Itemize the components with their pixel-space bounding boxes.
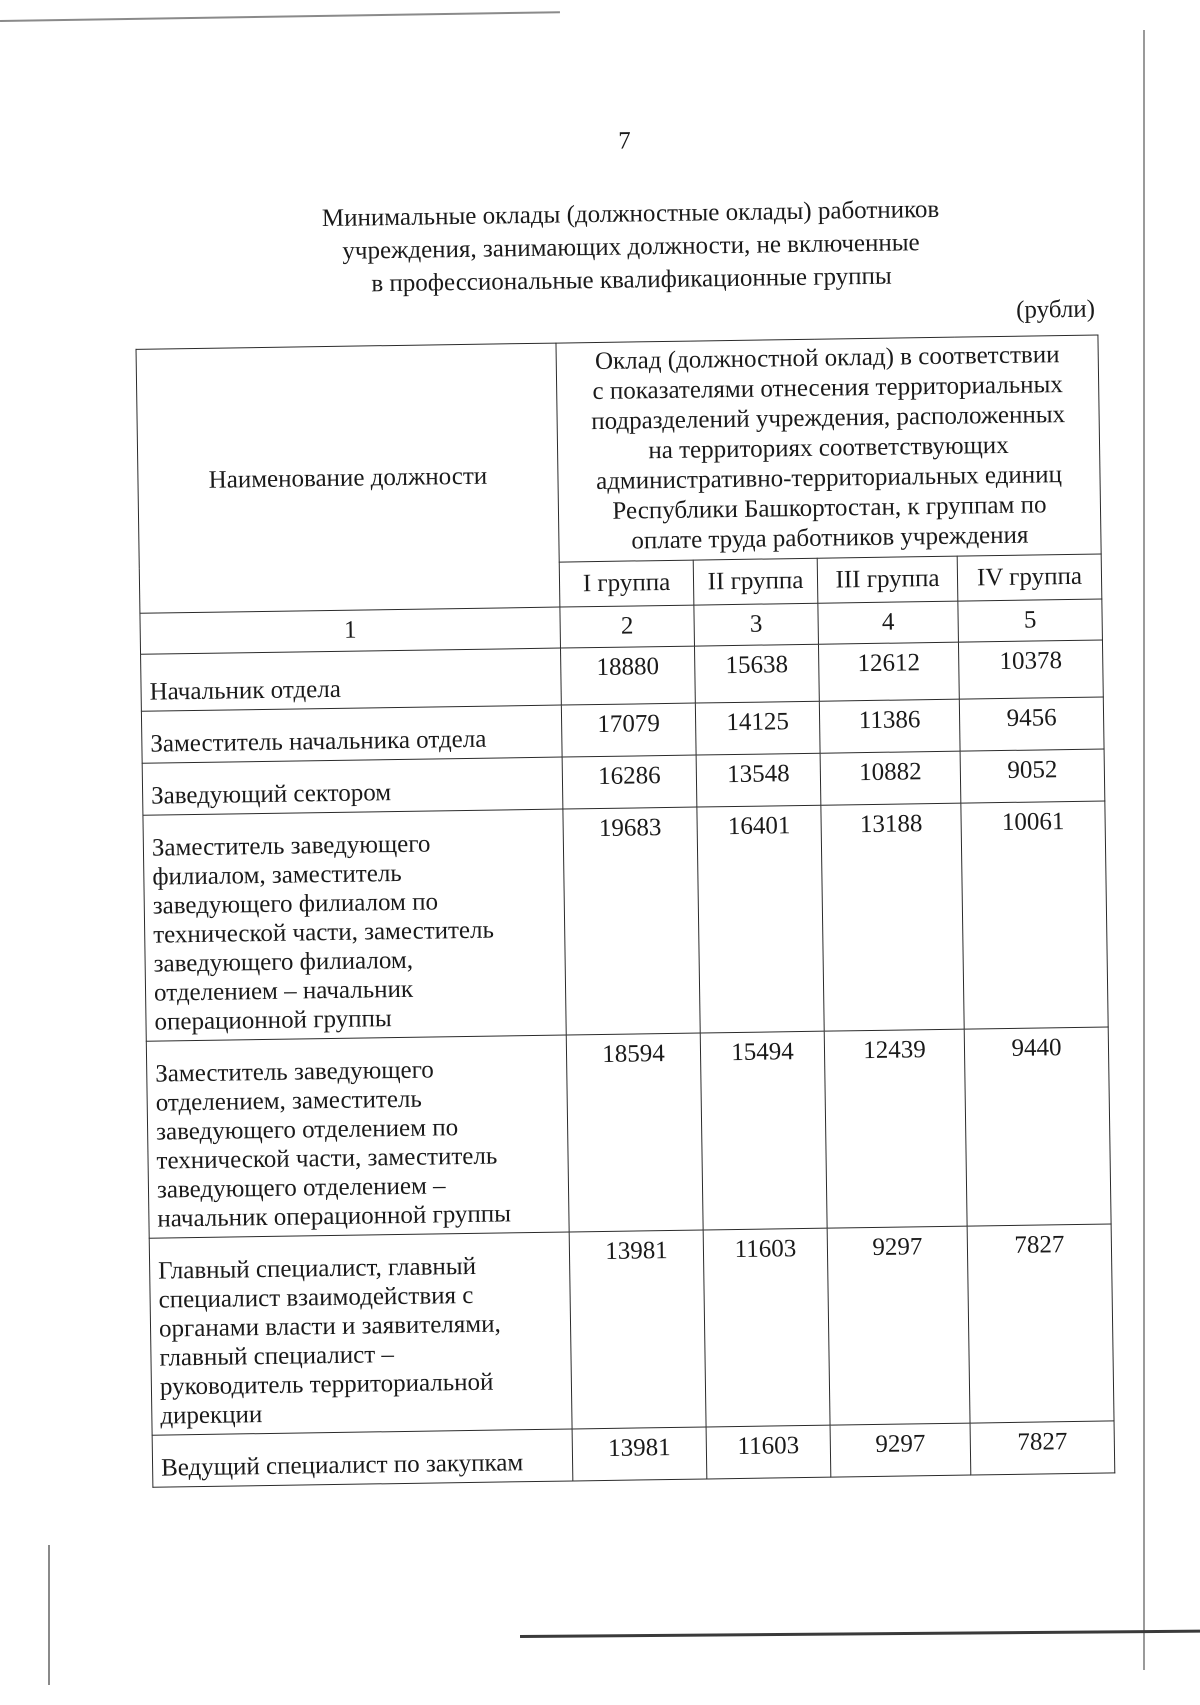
salary-cell: 11603: [703, 1228, 830, 1427]
salary-cell: 7827: [970, 1421, 1115, 1475]
salary-cell: 9440: [964, 1027, 1111, 1226]
position-line: руководитель территориальной: [159, 1368, 494, 1401]
salary-cell: 13981: [569, 1230, 706, 1429]
header-group-3: III группа: [817, 556, 958, 603]
salary-cell: 9456: [959, 697, 1104, 751]
salary-cell: 13981: [572, 1427, 707, 1481]
salary-cell: 18594: [566, 1033, 703, 1232]
salary-cell: 15638: [694, 644, 819, 703]
units-label: (рубли): [1015, 295, 1096, 324]
salary-cell: 7827: [967, 1224, 1114, 1423]
salary-cell: 16286: [562, 755, 697, 809]
salary-cell: 9052: [960, 749, 1105, 803]
position-line: Заместитель заведующего: [155, 1056, 434, 1088]
salary-cell: 18880: [561, 646, 696, 705]
position-line: Заведующий сектором: [150, 779, 392, 810]
header-oklad-line: с показателями отнесения территориальных: [592, 371, 1064, 406]
header-oklad-cell: [556, 335, 1101, 562]
salary-cell: 13548: [696, 753, 821, 807]
salary-cell: 10061: [961, 801, 1108, 1029]
salary-cell: 10882: [820, 751, 961, 805]
title-line: Минимальные оклады (должностные оклады) работников: [321, 195, 940, 233]
salary-cell: 12439: [824, 1029, 967, 1228]
salary-table: [136, 335, 1116, 1488]
salary-cell: 11386: [819, 699, 960, 753]
header-group-1: I группа: [559, 560, 694, 607]
salary-cell: 9297: [830, 1423, 971, 1477]
header-oklad-line: административно-территориальных единиц: [595, 461, 1063, 496]
salary-cell: 19683: [563, 807, 700, 1035]
header-position-label: Наименование должности: [208, 462, 488, 494]
column-number: 3: [694, 603, 819, 646]
header-group-2: II группа: [693, 558, 818, 605]
position-line: технической части, заместитель: [153, 916, 495, 949]
salary-cell: 11603: [706, 1425, 831, 1479]
header-oklad-line: Республики Башкортостан, к группам по: [612, 491, 1047, 525]
position-cell: [142, 757, 563, 815]
position-line: дирекции: [160, 1401, 263, 1430]
position-line: заведующего филиалом,: [153, 946, 414, 978]
position-cell: [141, 648, 562, 711]
salary-cell: 16401: [697, 805, 824, 1033]
title-line: в профессиональные квалификационные группы: [371, 262, 892, 298]
position-line: заведующего филиалом по: [152, 888, 439, 920]
position-line: главный специалист –: [159, 1341, 395, 1372]
position-cell: [149, 1232, 572, 1435]
salary-cell: 15494: [700, 1031, 827, 1230]
position-line: филиалом, заместитель: [152, 859, 402, 891]
salary-cell: 9297: [827, 1226, 970, 1425]
page-number: 7: [618, 127, 631, 155]
column-number: 4: [818, 601, 959, 644]
position-line: Заместитель начальника отдела: [150, 725, 487, 758]
table-row: [149, 1224, 1114, 1435]
position-line: специалист взаимодействия с: [158, 1281, 474, 1314]
table-header-row: [136, 335, 1101, 568]
position-line: органами власти и заявителями,: [158, 1310, 501, 1343]
table-row: [146, 1027, 1111, 1238]
column-number: 2: [560, 605, 695, 648]
header-oklad-line: на территориях соответствующих: [648, 431, 1009, 465]
salary-cell: 10378: [958, 640, 1103, 699]
position-line: отделением, заместитель: [155, 1085, 423, 1117]
page-title: [130, 190, 1131, 304]
header-oklad-line: Оклад (должностной оклад) в соответствии: [594, 341, 1060, 376]
position-cell: [146, 1035, 569, 1238]
salary-cell: 14125: [695, 701, 820, 755]
position-cell: [143, 809, 566, 1041]
table-row: [143, 801, 1108, 1041]
position-line: Заместитель заведующего: [151, 830, 431, 862]
header-position-cell: [136, 343, 560, 613]
header-oklad-line: оплате труда работников учреждения: [631, 521, 1029, 555]
position-cell: [141, 705, 562, 763]
salary-cell: 13188: [821, 803, 964, 1031]
title-line: учреждения, занимающих должности, не включенные: [342, 229, 920, 265]
position-line: заведующего отделением –: [156, 1172, 446, 1204]
salary-cell: 12612: [818, 642, 959, 701]
salary-cell: 17079: [561, 703, 696, 757]
position-line: отделением – начальник: [153, 975, 414, 1007]
position-line: операционной группы: [154, 1005, 392, 1036]
column-number: 1: [140, 607, 561, 654]
position-line: заведующего отделением по: [155, 1114, 459, 1146]
position-cell: [152, 1429, 573, 1487]
position-line: Ведущий специалист по закупкам: [160, 1449, 524, 1482]
position-line: технической части, заместитель: [156, 1142, 498, 1175]
header-group-4: IV группа: [957, 554, 1102, 601]
position-line: Главный специалист, главный: [157, 1252, 477, 1285]
column-number: 5: [958, 599, 1103, 642]
position-line: Начальник отдела: [149, 675, 342, 706]
position-line: начальник операционной группы: [157, 1200, 512, 1233]
header-oklad-line: подразделений учреждения, расположенных: [591, 401, 1066, 436]
